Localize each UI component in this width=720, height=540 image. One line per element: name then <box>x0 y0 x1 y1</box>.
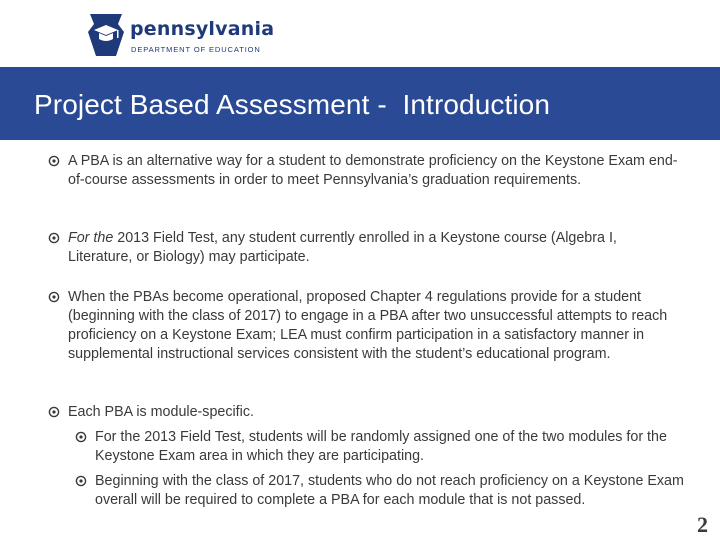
bullet-4-text: Each PBA is module-specific. <box>68 404 254 420</box>
circle-dot-bullet-icon <box>75 475 87 487</box>
bullet-3-text: When the PBAs become operational, proposed Chapter 4 regulations provide for a student (beginning with the class of 2017) to engage in a PBA after two unsuccessful attempts to reach proficiency on a Keystone Exam; LEA must confirm participation in a satisfactory manner in supplemental instructional services consistent with the student’s educational program. <box>68 289 668 362</box>
circle-dot-bullet-icon <box>48 155 60 167</box>
bullet-2 <box>48 229 678 267</box>
circle-dot-bullet-icon <box>48 291 60 303</box>
circle-dot-bullet-icon <box>75 431 87 443</box>
sub-bullet-2-text: Beginning with the class of 2017, students who do not reach proficiency on a Keystone Exam overall will be required to complete a PBA for each module that is not passed. <box>95 473 684 508</box>
bullet-3 <box>48 288 678 364</box>
sub-bullet-2 <box>75 472 685 510</box>
logo-department: DEPARTMENT OF EDUCATION <box>131 45 261 54</box>
sub-bullet-1 <box>75 428 685 466</box>
bullet-4 <box>48 403 678 422</box>
circle-dot-bullet-icon <box>48 406 60 418</box>
bullet-2-italic: For the <box>68 230 114 246</box>
circle-dot-bullet-icon <box>48 232 60 244</box>
bullet-2-rest: 2013 Field Test, any student currently enrolled in a Keystone course (Algebra I, Literature, or Biology) may participate. <box>68 230 617 265</box>
logo-wordmark: pennsylvania <box>130 18 275 40</box>
bullet-2-text <box>68 229 678 267</box>
bullet-1 <box>48 152 678 190</box>
sub-bullet-1-text: For the 2013 Field Test, students will be randomly assigned one of the two modules for the Keystone Exam area in which they are participating. <box>95 429 667 464</box>
bullet-1-text: A PBA is an alternative way for a student to demonstrate proficiency on the Keystone Exam end-of-course assessments in order to meet Pennsylvania’s graduation requirements. <box>68 153 678 188</box>
slide-title: Project Based Assessment - Introduction <box>34 89 551 120</box>
page-number: 2 <box>697 512 708 537</box>
